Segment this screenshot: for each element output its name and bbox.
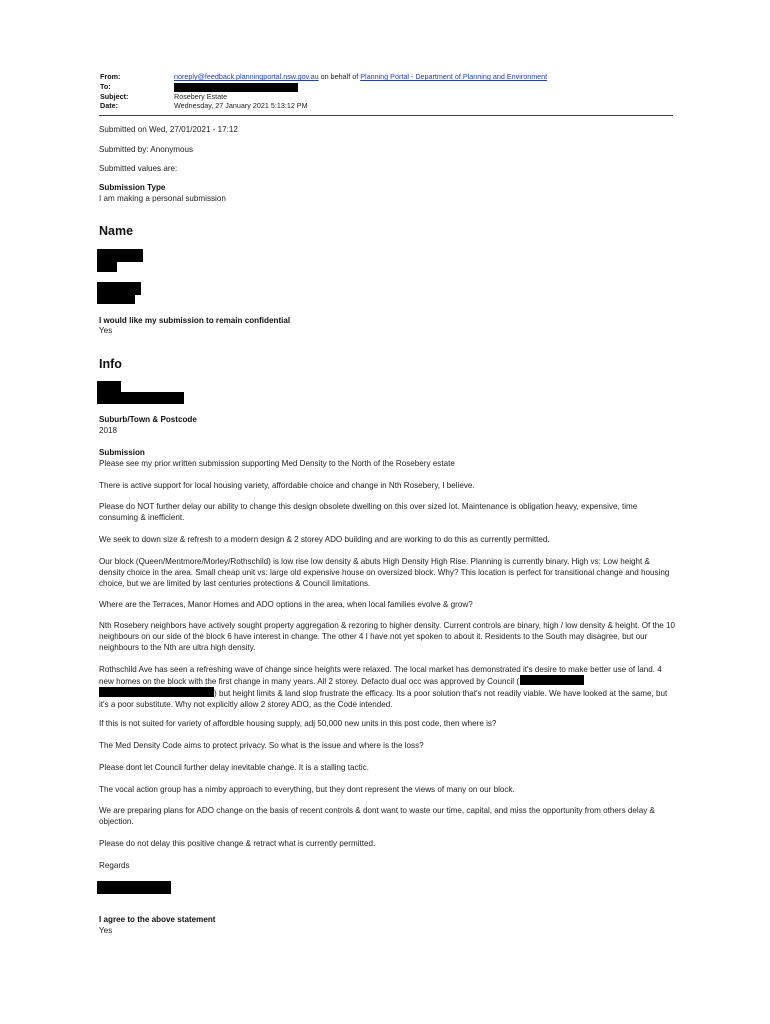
submission-paragraph: Please dont let Council further delay inevitable change. It is a stalling tactic. <box>99 763 369 772</box>
submitted-by-text: Submitted by: Anonymous <box>99 145 194 154</box>
from-label: From: <box>100 72 121 81</box>
paragraph-text: ) but height limits & land slop frustrate the efficacy. Its a poor solution that's not readily viable. We have looked at the same, but it's a poor substitute. Why not explicitly allow 2 storey ADO, as the Code intended. <box>99 689 668 709</box>
submission-paragraph: Please do not delay this positive change & retract what is currently permitted. <box>99 839 376 848</box>
from-middle-text: on behalf of <box>318 72 361 81</box>
subject-label: Subject: <box>100 92 129 101</box>
confidential-label: I would like my submission to remain confidential <box>99 316 291 325</box>
submission-label: Submission <box>99 448 145 457</box>
from-value <box>174 72 547 81</box>
redaction-block <box>99 687 214 697</box>
info-heading: Info <box>99 357 122 371</box>
submission-type-label: Submission Type <box>99 183 166 192</box>
submission-paragraph: The Med Density Code aims to protect privacy. So what is the issue and where is the loss? <box>99 741 424 750</box>
agree-value: Yes <box>99 926 113 935</box>
submission-type-value: I am making a personal submission <box>99 194 226 203</box>
redaction-block <box>520 675 584 685</box>
suburb-value: 2018 <box>99 426 118 435</box>
name-heading: Name <box>99 224 134 238</box>
submission-paragraph: Where are the Terraces, Manor Homes and ADO options in the area, when local families evolve & grow? <box>99 600 473 609</box>
subject-value: Rosebery Estate <box>174 92 228 101</box>
redaction-block <box>97 259 117 272</box>
submission-paragraph: There is active support for local housing variety, affordable choice and change in Nth Rosebery, I believe. <box>99 481 475 490</box>
submitted-on-text: Submitted on Wed, 27/01/2021 - 17:12 <box>99 125 238 134</box>
submission-paragraph: The vocal action group has a nimby approach to everything, but they dont represent the views of many on our block. <box>99 785 515 794</box>
paragraph-text: Rothschild Ave has seen a refreshing wave of change since heights were relaxed. The local market has demonstrated it's desire to make better use of land. 4 new homes on the block with the first change in many years. All 2 storey. Defacto dual occ was approved by Council ( <box>99 665 662 686</box>
agree-label: I agree to the above statement <box>99 915 216 924</box>
submission-paragraph: Regards <box>99 861 130 870</box>
redaction-block <box>97 392 184 404</box>
from-email-link[interactable]: noreply@feedback.planningportal.nsw.gov.au <box>174 72 319 81</box>
from-org-link[interactable]: Planning Portal - Department of Planning and Environment <box>360 72 548 81</box>
suburb-label: Suburb/Town & Postcode <box>99 415 197 424</box>
submission-paragraph-rothschild <box>99 664 677 710</box>
date-label: Date: <box>100 101 118 110</box>
submission-paragraph: Please see my prior written submission supporting Med Density to the North of the Rosebery estate <box>99 459 455 468</box>
redaction-block <box>97 292 135 304</box>
confidential-value: Yes <box>99 326 113 335</box>
submission-paragraph: If this is not suited for variety of affordble housing supply, adj 50,000 new units in this post code, then where is? <box>99 719 497 728</box>
submission-paragraph: We seek to down size & refresh to a modern design & 2 storey ADO building and are working to do this as currently permitted. <box>99 535 550 544</box>
date-value: Wednesday, 27 January 2021 5:13:12 PM <box>174 101 308 110</box>
submission-paragraph: We are preparing plans for ADO change on the basis of recent controls & dont want to waste our time, capital, and miss the opportunity from others delay & objection. <box>99 806 655 826</box>
header-divider <box>99 115 673 116</box>
redaction-block <box>97 881 171 894</box>
submission-paragraph: Please do NOT further delay our ability to change this design obsolete dwelling on this over sized lot. Maintenance is obligation heavy, expensive, time consuming & inefficient. <box>99 502 638 522</box>
redaction-block <box>174 83 298 92</box>
submission-paragraph: Our block (Queen/Mentmore/Morley/Rothschild) is low rise low density & abuts High Density High Rise. Planning is currently binary. High vs: Low height & density choice in the area. Small cheap unit vs: large old expensive house on oversized block. Why? This location is perfect for transitional change and housing choice, but we are limited by last centuries protections & Council limitations. <box>99 557 670 588</box>
submitted-values-text: Submitted values are: <box>99 164 178 173</box>
to-label: To: <box>100 82 111 91</box>
submission-paragraph: Nth Rosebery neighbors have actively sought property aggregation & rezoring to higher density. Current controls are binary, high / low density & height. Of the 10 neighbours on our side of the block 6 have interest in change. The other 4 I have not yet spoken to about it. Residents to the South may disagree, but our neighbours to the Nth are ultra high density. <box>99 621 676 652</box>
